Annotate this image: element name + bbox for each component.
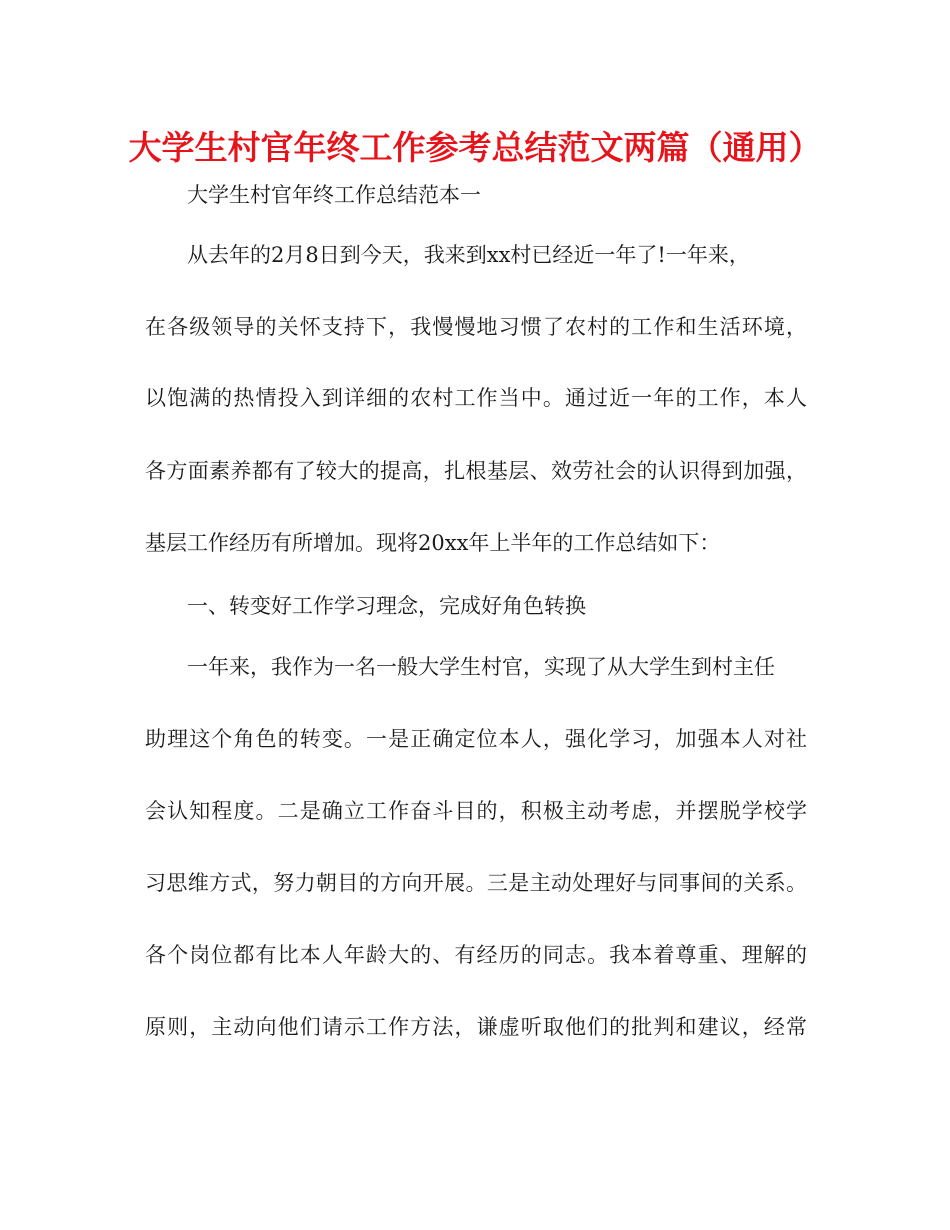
paragraph-line: 在各级领导的关怀支持下，我慢慢地习惯了农村的工作和生活环境， bbox=[145, 315, 807, 339]
paragraph-line: 助理这个角色的转变。一是正确定位本人，强化学习，加强本人对社 bbox=[145, 727, 807, 751]
paragraph-line: 原则，主动向他们请示工作方法，谦虚听取他们的批判和建议，经常 bbox=[145, 1015, 807, 1039]
section-heading: 大学生村官年终工作总结范本一 bbox=[187, 183, 481, 207]
paragraph-line: 会认知程度。二是确立工作奋斗目的，积极主动考虑，并摆脱学校学 bbox=[145, 799, 807, 823]
document-title: 大学生村官年终工作参考总结范文两篇（通用） bbox=[128, 128, 822, 167]
paragraph-line: 一年来，我作为一名一般大学生村官，实现了从大学生到村主任 bbox=[187, 655, 775, 679]
paragraph-line: 各方面素养都有了较大的提高，扎根基层、效劳社会的认识得到加强， bbox=[145, 459, 807, 483]
section-heading: 一、转变好工作学习理念，完成好角色转换 bbox=[187, 594, 586, 618]
paragraph-line: 基层工作经历有所增加。现将20xx年上半年的工作总结如下： bbox=[145, 531, 721, 555]
paragraph-line: 习思维方式，努力朝目的方向开展。三是主动处理好与同事间的关系。 bbox=[145, 871, 807, 895]
paragraph-line: 各个岗位都有比本人年龄大的、有经历的同志。我本着尊重、理解的 bbox=[145, 943, 807, 967]
paragraph-line: 从去年的2月8日到今天，我来到xx村已经近一年了!一年来， bbox=[187, 243, 750, 267]
paragraph-line: 以饱满的热情投入到详细的农村工作当中。通过近一年的工作，本人 bbox=[145, 386, 807, 410]
